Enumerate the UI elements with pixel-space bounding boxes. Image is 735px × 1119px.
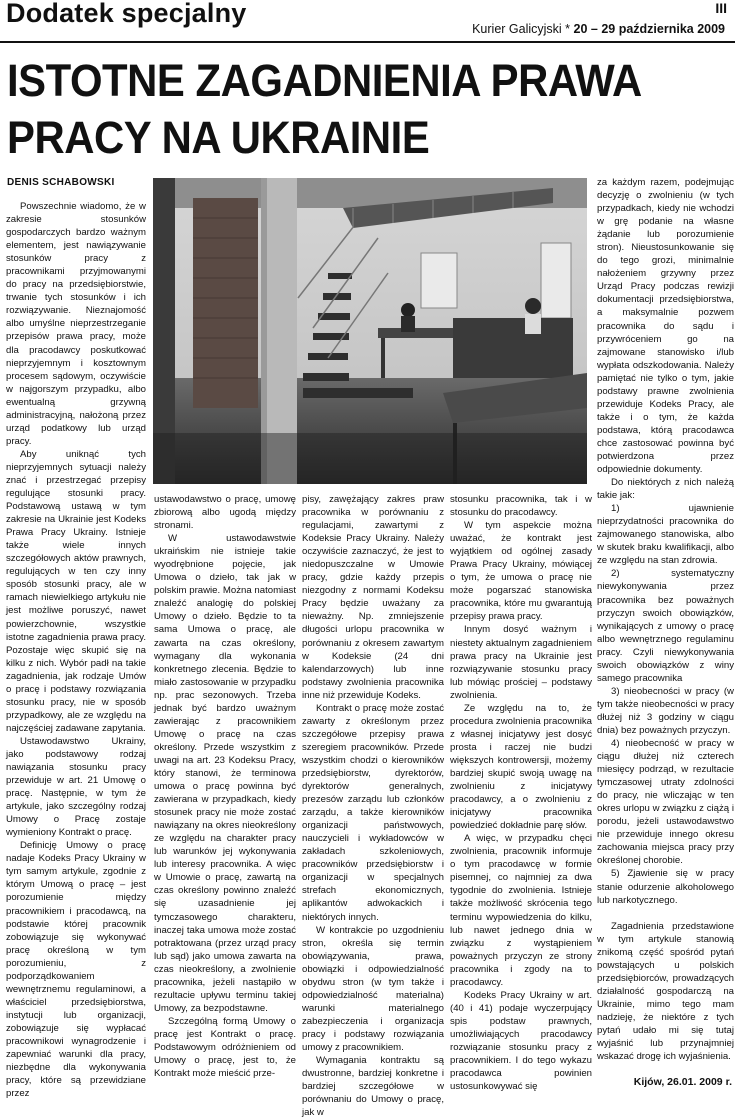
office-photo <box>153 178 587 484</box>
page-number: III <box>715 0 727 16</box>
paragraph: W ustawodawstwie ukraińskim nie istnieje takie wyodrębnione pojęcie, jak Umowa o dzieło, tak jak w polskim prawie. Można natomiast znaleźć analogię do polskiej Umowy o dzieło. Będzie to ta sama Umowa o pracę, ale zawarta na czas określony, wymagany dla wykonania konkretnego zlecenia. Będzie to miało zastosowanie w przypadku np. prac sezonowych. Trzeba jednak być bardzo uważnym zawierając z pracownikiem Umowę o pracę na czas określony. Przede wszystkim z uwagi na art. 23 Kodeksu Pracy, który stanowi, że terminowa umowa o pracę powinna być zawierana w przypadkach, kiedy stosunek pracy nie może zostać nawiązany na okres nieokreślony ze względu na charakter pracy lub warunków jej wykonywania lub interesy pracownika. A więc w Umowie o pracę, zawartą na czas określony powinno znaleźć się uzasadnienie jej tymczasowego charakteru, inaczej taka umowa może zostać potraktowana (przez urząd pracy lub sąd) jako umowa zawarta na czas nieokreślony, a zwolnienie pracownika, jeżeli nastąpiło w rezultacie upływu terminu takiej Umowy, za bezpodstawne. <box>154 533 296 1014</box>
paragraph: Aby uniknąć tych nieprzyjemnych sytuacji należy znać i przestrzegać przepisy regulujące stosunki pracy. Podstawową ustawą w tym zakresie na Ukrainie jest Kodeks Prawa Pracy Ukrainy. Istnieje także wiele innych szczegółowych aktów prawnych, regulujących w ten czy inny sposób stosunki pracy, ale w ramach niewielkiego artykułu nie jest możliwe poruszyć, nawet powierzchownie, wszystkie istotne zagadnienia prawa pracy. Pozostaje więc skupić się na kilku z nich. Wybór padł na takie zagadnienia, jak rodzaje Umów o pracę i podstawy rozwiązania stosunku pracy, nie w sposób przypadkowy, ale ze względu na najczęściej zadawane zapytania. <box>6 448 146 734</box>
paragraph: Innym dosyć ważnym i niestety aktualnym zagadnieniem prawa pracy na Ukrainie jest rozwiązywanie stosunku pracy lub mówiąc prościej – podstawy zwolnienia. <box>450 624 592 701</box>
paragraph: stosunku pracownika, tak i w stosunku do pracodawcy. <box>450 494 592 519</box>
column-3 <box>302 493 444 1119</box>
spacer <box>597 907 734 920</box>
paragraph: Wymagania kontraktu są dwustronne, bardziej konkretne i bardziej szczegółowe w porównaniu do Umowy o pracę, jak w <box>302 1055 444 1119</box>
paragraph: za każdym razem, podejmując decyzję o zwolnieniu (w tych przypadkach, kiedy nie wchodzi w grę podanie na własne żądanie lub porozumienie stron). Nieustosunkowanie się do tego grozi, minimalnie nałożeniem grzywny przez Urząd Pracy podczas rewizji dokumentacji przedsiębiorstwa, a maksymalnie pozwem pracownika do sądu i przywróceniem go na zajmowane stanowisko i/lub wypłata odszkodowania. Należy pamiętać nie tylko o tym, jakie podstawy prawne zwolnienia przewiduje Kodeks Pracy, ale także i o tym, że każda podstawa, którą pracodawca chce zastosować powinna być potwierdzona przez odpowiednie dokumenty. <box>597 177 734 476</box>
list-item: 1) ujawnienie nieprzydatności pracownika do zajmowanego stanowiska, albo w skutek braku kwalifikacji, albo ze względu na stan zdrowia. <box>597 503 734 567</box>
paragraph: Powszechnie wiadomo, że w zakresie stosunków gospodarczych bardzo ważnym elementem, jest nawiązywanie stosunków pracy z pracownikami przyjmowanymi do pracy na przedsiębiorstwie, trwanie tych stosunków i ich rozwiązywanie. Nieznajomość albo umyślne nieprzestrzeganie przepisów prawa pracy, może dla pracodawcy poskutkować nieprzyjemnym i kosztownym procesem sądowym, oczywiście w najgorszym przypadku, albo ewentualną grzywną administracyjną, nałożoną przez urząd podatkowy lub urząd pracy. <box>6 201 146 447</box>
paragraph: Zagadnienia przedstawione w tym artykule stanowią znikomą część spośród pytań powstających u polskich przedsiębiorców, prowadzących działalność gospodarczą na Ukrainie, mimo tego mam nadzieję, że niektóre z tych pytań udało mi się tutaj wyjaśnić lub przynajmniej wskazać drogę ich wyjaśnienia. <box>597 920 734 1063</box>
column-1 <box>6 200 146 1100</box>
paragraph: pisy, zawężający zakres praw pracownika w porównaniu z regulacjami, zawartymi z Kodeksie Pracy Ukrainy. Należy oczywiście zaznaczyć, że jest to niedopuszczalne w Umowie pracy, gdzie każdy przepis niezgodny z normami Kodeksu Pracy będzie uważany za nieważny. Np. zmniejszenie długości urlopu pracownika w porównaniu z okresem zawartym w Kodeksie (24 dni kalendarzowych) lub inne podstawy zwolnienia pracownika inne niż przewiduje Kodeks. <box>302 494 444 701</box>
list-item: 2) systematyczny niewykonywania przez pracownika bez poważnych przyczyn swoich obowiązków, wynikających z umowy o pracę albo wewnętrznego regulaminu pracy. Czyli niewykonywania swoich obowiązków z winy samego pracownika <box>597 568 734 684</box>
signature: Kijów, 26.01. 2009 r. <box>633 1076 732 1088</box>
paragraph: Ustawodawstwo Ukrainy, jako podstawowy rodzaj nawiązania stosunku pracy przewiduje w art. 21 Umowę o pracę. Następnie, w tym że artykule, jako szczególny rodzaj Umowy o Pracę zostaje wymieniony Kontrakt o pracę. <box>6 735 146 839</box>
paragraph: W kontrakcie po uzgodnieniu stron, określa się termin obowiązywania, prawa, obowiązki i odpowiedzialność obydwu stron (w tym także i odpowiedzialność materialna) warunki materialnego zabezpieczenia i organizacja pracy i podstawy rozwiązania umowy z pracownikiem. <box>302 924 444 1053</box>
paragraph: Kodeks Pracy Ukrainy w art. (40 i 41) podaje wyczerpujący spis podstaw prawnych, umożliwiających pracodawcy rozwiązanie stosunku pracy z pracownikiem. I do tego wykazu pracodawca powinien ustosunkowywać się <box>450 989 592 1093</box>
article-title: ISTOTNE ZAGADNIENIA PRAWA PRACY NA UKRAINIE <box>7 55 641 163</box>
paragraph: Kontrakt o pracę może zostać zawarty z określonym przez szczegółowe przepisy prawa szeregiem pracowników. Przede wszystkim chodzi o kierowników przedsiębiorstw, dyrektorów, dyrektorów generalnych, prezesów zarządu lub członków zarządu, a także kierowników organizacji państwowych, nauczycieli i wykładowców w zakładach szkoleniowych, pracowników przedsiębiorstw i organizacji w specjalnych strefach ekonomicznych, aplikantów adwokackich i niektórych innych. <box>302 702 444 923</box>
list-item: 3) nieobecności w pracy (w tym także nieobecności w pracy dłużej niż 3 godziny w ciągu dnia) bez poważnych przyczyn. <box>597 685 734 736</box>
paragraph: Do niektórych z nich należą takie jak: <box>597 477 734 502</box>
paragraph: Definicję Umowy o pracę nadaje Kodeks Pracy Ukrainy w tym samym artykule, zgodnie z którym Umową o pracę – jest porozumienie między pracownikiem i pracodawcą, na podstawie której pracownik zobowiązuje się wykonywać pracę określoną w tym porozumieniu, z podporządkowaniem wewnętrznemu regulaminowi, a właściciel przedsiębiorstwa, instytucji lub organizacji, zobowiązuje się wypłacać pracownikowi wynagrodzenie i zapewniać warunki dla pracy, niezbędne dla wykonywania pracy, które są przewidziane przez <box>6 840 146 1100</box>
column-4 <box>450 493 592 1100</box>
paragraph: A więc, w przypadku chęci zwolnienia, pracownik informuje o tym pracodawcę w formie pisemnej, co najmniej za dwa tygodnie do zwolnienia. Istnieje także możliwość skrócenia tego terminu wypowiedzenia do kilku, lub nawet jednego dnia w związku z wystąpieniem poważnych przyczyn ze strony pracownika i zgody na to pracodawcy. <box>450 833 592 988</box>
paper-name: Kurier Galicyjski * <box>472 22 574 36</box>
paragraph: Ze względu na to, że procedura zwolnienia pracownika z własnej inicjatywy jest dosyć prosta i raczej nie budzi większych kontrowersji, możemy bardziej skupić swoją uwagę na zwolnieniu z inicjatywy pracodawcy, a o zwolnieniu z inicjatywy pracownika powiedzieć dokładnie parę słów. <box>450 702 592 832</box>
issue-dates: 20 – 29 października 2009 <box>573 22 725 36</box>
paragraph: ustawodawstwo o pracę, umowę zbiorową albo ugodą między stronami. <box>154 494 296 532</box>
issue-info <box>472 22 725 36</box>
paragraph: Szczególną formą Umowy o pracę jest Kontrakt o pracę. Podstawowym odróżnieniem od Umowy o pracę, jest to, że Kontrakt może mieścić prze- <box>154 1015 296 1080</box>
header-rule <box>0 41 735 43</box>
article-author: DENIS SCHABOWSKI <box>7 177 115 188</box>
paragraph: W tym aspekcie można uważać, że kontrakt jest wyjątkiem od ogólnej zasady Prawa Pracy Ukrainy, mówiącej o tym, że umowa o pracę nie może pogarszać stanowiska pracownika, które mu gwarantują przepisy prawa pracy. <box>450 520 592 623</box>
section-heading: Dodatek specjalny <box>6 0 247 28</box>
column-5 <box>597 176 734 1062</box>
column-2 <box>154 493 296 1100</box>
list-item: 4) nieobecność w pracy w ciągu dłużej niż czterech miesięcy podrząd, w rezultacie tymczasowej utraty zdolności do pracy, nie wliczając w ten okres urlopu w związku z ciążą i porodu, jeżeli ustawodawstwo nie przewiduje innego okresu zachowania miejsca pracy przy określonej chorobie. <box>597 738 734 867</box>
list-item: 5) Zjawienie się w pracy stanie odurzenie alkoholowego lub narkotycznego. <box>597 868 734 906</box>
